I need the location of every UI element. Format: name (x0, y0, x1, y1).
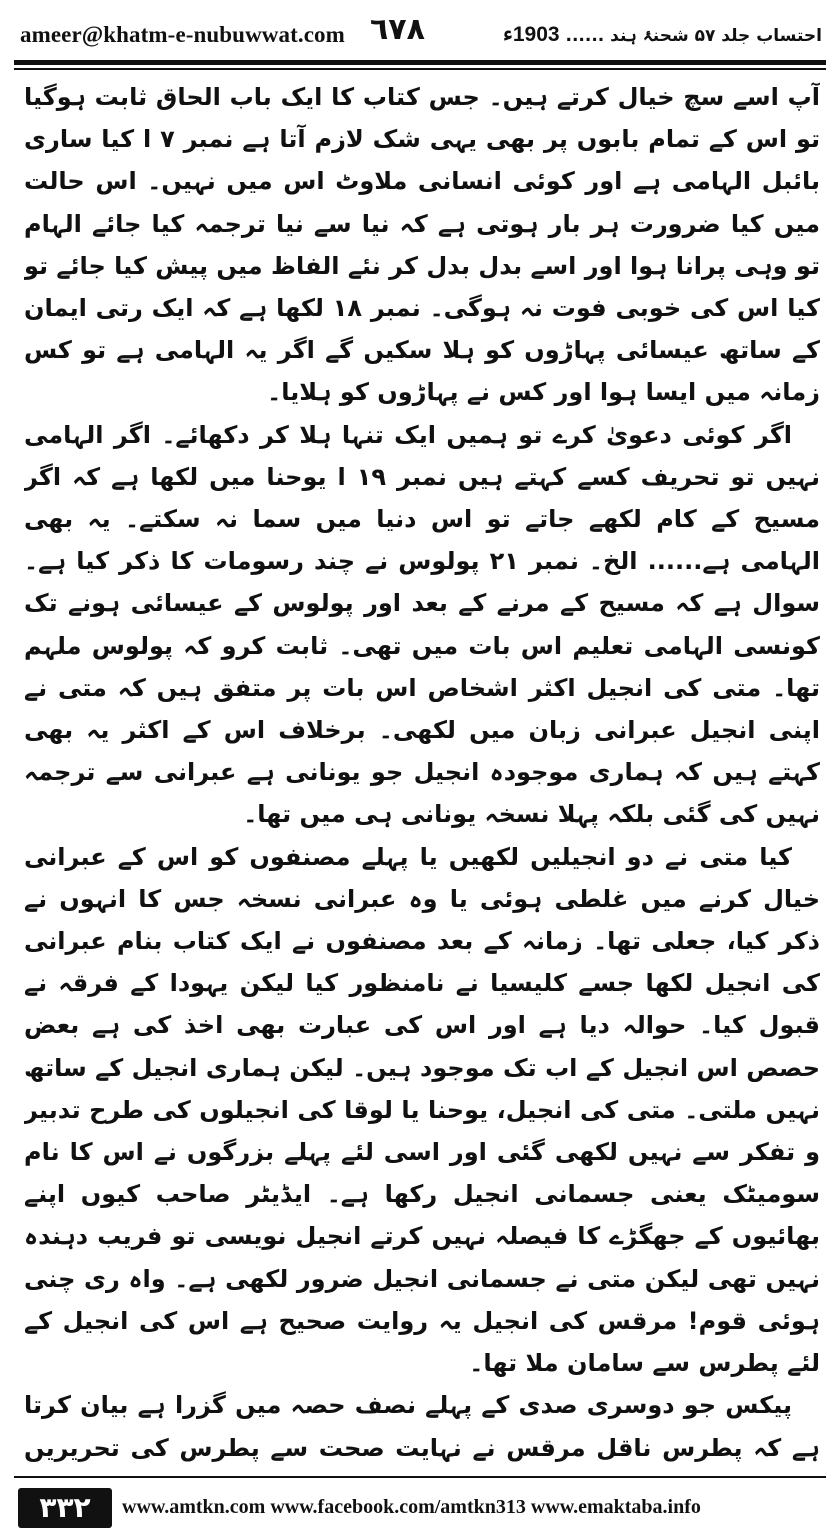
paragraph-2: اگر کوئی دعویٰ کرے تو ہمیں ایک تنہا ہلا کر دکھائے۔ اگر الہامی نہیں تو تحریف کسے کہتے ہیں نمبر ۱۹ ا یوحنا میں لکھا ہے کہ اگر مسیح کے کام لکھے جاتے تو اس دنیا میں سما نہ سکتے۔ یہ بھی الہامی ہے...... الخ۔ نمبر ۲۱ پولوس نے چند رسومات کا ذکر کیا ہے۔ سوال ہے کہ مسیح کے مرنے کے بعد اور پولوس کے عیسائی ہونے تک کونسی الہامی تعلیم اس بات میں تھی۔ ثابت کرو کہ پولوس ملہم تھا۔ متی کی انجیل اکثر اشخاص اس بات پر متفق ہیں کہ متی نے اپنی انجیل عبرانی زبان میں لکھی۔ برخلاف اس کے اکثر یہ بھی کہتے ہیں کہ ہماری موجودہ انجیل جو یونانی ہے عبرانی سے ترجمہ نہیں کی گئی بلکہ پہلا نسخہ یونانی ہی میں تھا۔ (24, 420, 820, 829)
page-header (14, 10, 826, 60)
header-page-number: ٦٧٨ (370, 12, 425, 47)
paragraph-4: پیکس جو دوسری صدی کے پہلے نصف حصہ میں گزرا ہے بیان کرتا ہے کہ پطرس ناقل مرقس نے نہایت صحت سے پطرس کی تحریریں (24, 1391, 820, 1462)
header-title (503, 22, 822, 47)
footer-links[interactable]: www.amtkn.com www.facebook.com/amtkn313 www.emaktaba.info (122, 1496, 701, 1518)
footer-page-badge: ۳۳۲ (18, 1488, 112, 1528)
header-year: 1903ء (502, 23, 560, 46)
footer-rule (14, 1476, 826, 1478)
page-footer (14, 1484, 826, 1532)
header-rule-thin (14, 68, 826, 70)
header-title-text: احتساب جلد ۵۷ شحنۂ ہند ...... (565, 26, 822, 46)
paragraph-1: آپ اسے سچ خیال کرتے ہیں۔ جس کتاب کا ایک باب الحاق ثابت ہوگیا تو اس کے تمام بابوں پر بھی یہی شک لازم آتا ہے نمبر ۷ ا کیا ساری بائبل الہامی ہے اور کوئی انسانی ملاوٹ اس میں نہیں۔ اس حالت میں کیا ضرورت ہر بار ہوتی ہے کہ نیا سے نیا ترجمہ کیا جائے الہام تو وہی پرانا ہوا اور اسے بدل بدل کر نئے الفاظ میں پیش کیا جائے تو کیا اس کی خوبی فوت نہ ہوگی۔ نمبر ۱۸ لکھا ہے کہ ایک رتی ایمان کے ساتھ عیسائی پہاڑوں کو ہلا سکیں گے اگر یہ الہامی ہے تو کس زمانہ میں ایسا ہوا اور کس نے پہاڑوں کو ہلایا۔ (24, 83, 820, 407)
article-body (24, 76, 820, 1466)
header-rule-thick (14, 60, 826, 65)
header-email: ameer@khatm-e-nubuwwat.com (20, 22, 345, 47)
paragraph-3: کیا متی نے دو انجیلیں لکھیں یا پہلے مصنفوں کو اس کے عبرانی خیال کرنے میں غلطی ہوئی یا وہ عبرانی نسخہ جس کا انہوں نے ذکر کیا، جعلی تھا۔ زمانہ کے بعد مصنفوں نے ایک کتاب بنام عبرانی کی انجیل لکھا جسے کلیسیا نے نامنظور کیا لیکن یہودا کے فرقہ نے قبول کیا۔ حوالہ دیا ہے اور اس کی عبارت بھی اخذ کی ہے بعض حصص اس انجیل کے اب تک موجود ہیں۔ لیکن ہماری انجیل کے ساتھ نہیں ملتی۔ متی کی انجیل، یوحنا یا لوقا کی انجیلوں کی طرح تدبیر و تفکر سے نہیں لکھی گئی اور اسی لئے پہلے بزرگوں نے اس کا نام سومیٹک یعنی جسمانی انجیل رکھا ہے۔ ایڈیٹر صاحب کیوں اپنے بھائیوں کے جھگڑے کا فیصلہ نہیں کرتے انجیل نویسی تو فریب دہندہ نہیں تھی لیکن متی نے جسمانی انجیل ضرور لکھی ہے۔ واہ ری چنی ہوئی قوم! مرقس کی انجیل یہ روایت صحیح ہے اس کی انجیل کے لئے پطرس سے سامان ملا تھا۔ (24, 842, 820, 1378)
